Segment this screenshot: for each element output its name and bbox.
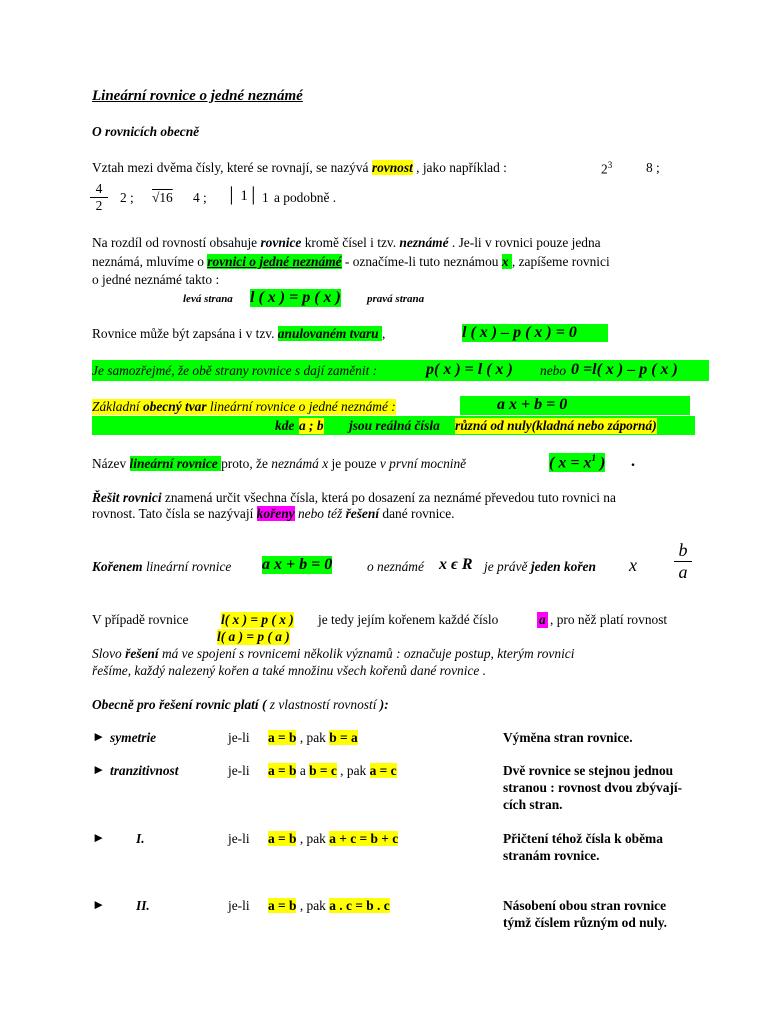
highlight-condition: a = b xyxy=(268,898,297,913)
property-name: symetrie xyxy=(110,730,157,745)
abs-1: │ 1│ xyxy=(226,188,259,204)
highlight-result: a . c = b . c xyxy=(329,898,390,913)
property-description: Násobení obou stran rovnice xyxy=(503,898,667,913)
highlight-lin: lineární rovnice xyxy=(129,456,222,471)
highlight-result: a + c = b + c xyxy=(329,831,399,846)
p9-text-2: , pro něž platí rovnost xyxy=(550,612,668,627)
highlight-a: a xyxy=(539,612,546,627)
label-je-li: je-li xyxy=(228,763,250,778)
equation-root: a x + b = 0 xyxy=(262,556,333,573)
highlight-x: x xyxy=(501,254,512,269)
p2-line2: neznámá, mluvíme o rovnici o jedné neznámé - označíme-li tuto neznámou x , zapíšeme rovnici xyxy=(92,254,610,269)
property-description: Výměna stran rovnice. xyxy=(503,730,633,745)
label-nebo: nebo xyxy=(540,363,567,378)
props-heading: Obecně pro řešení rovnic platí ( z vlastností rovností ): xyxy=(92,697,389,712)
p5-line1: Základní obecný tvar lineární rovnice o jedné neznámé : xyxy=(92,399,396,414)
p7-line2: rovnost. Tato čísla se nazývají kořeny nebo též řešení dané rovnice. xyxy=(92,506,455,521)
example-2: 2 ; xyxy=(120,190,134,205)
p10-line1: Slovo řešení má ve spojení s rovnicemi několik významů : označuje postup, kterým rovnici xyxy=(92,646,575,661)
property-name: I. xyxy=(136,831,145,846)
property-condition: a = b , pak a . c = b . c xyxy=(268,898,390,913)
arrow-icon: ► xyxy=(92,897,106,912)
label-kde: kde xyxy=(275,418,295,433)
highlight-ab: a ; b xyxy=(299,418,324,433)
arrow-icon: ► xyxy=(92,762,106,777)
highlight-condition: a = b xyxy=(268,831,297,846)
property-description: cích stran. xyxy=(503,797,563,812)
arrow-icon: ► xyxy=(92,729,106,744)
property-description: Dvě rovnice se stejnou jednou xyxy=(503,763,674,778)
fraction-b-a: $\frac{b}{a}$ xyxy=(674,540,692,583)
example-result: 8 ; xyxy=(646,160,660,175)
podobne: a podobně . xyxy=(274,190,337,205)
equation-l-p: l ( x ) = p ( x ) xyxy=(250,289,341,306)
example-4: 4 ; xyxy=(193,190,207,205)
p4-text: Je samozřejmé, že obě strany rovnice s dají zaměnit : xyxy=(92,363,378,378)
highlight-anul: anulovaném tvaru xyxy=(277,326,382,341)
equation-anul: l ( x ) – p ( x ) = 0 xyxy=(462,324,608,342)
p10-line2: řešíme, každý nalezený kořen a také množinu všech kořenů dané rovnice . xyxy=(92,663,487,678)
property-description: stranou : rovnost dvou zbývají- xyxy=(503,780,683,795)
label-prava-strana: pravá strana xyxy=(367,293,425,305)
label-je-li: je-li xyxy=(228,730,250,745)
property-description: stranám rovnice. xyxy=(503,848,600,863)
period: . xyxy=(631,453,635,470)
fraction-4-2: $\frac{4}{2}$ xyxy=(90,181,108,214)
page-title: Lineární rovnice o jedné neznámé xyxy=(92,88,303,104)
p2-line1: Na rozdíl od rovností obsahuje rovnice kromě čísel i tzv. neznámé . Je-li v rovnici pouze jedna xyxy=(92,235,601,250)
property-name: II. xyxy=(136,898,150,913)
highlight-ruzna: různá od nuly(kladná nebo záporná) xyxy=(455,418,657,433)
p1-line1: Vztah mezi dvěma čísly, které se rovnají, se nazývá rovnost , jako například : xyxy=(92,160,507,175)
p8-line: Kořenem lineární rovnice xyxy=(92,559,232,574)
sqrt-16: √16 xyxy=(152,190,173,205)
equation-l-a-p-a: l( a ) = p ( a ) xyxy=(217,629,290,644)
equation-swap-2: 0 =l( x ) – p ( x ) xyxy=(571,361,678,378)
p9-label: V případě rovnice xyxy=(92,612,189,627)
highlight-result: b = c xyxy=(309,763,337,778)
equation-power-1: ( $x = x^1$ ) xyxy=(549,453,606,472)
label-o-nezname: o neznámé xyxy=(367,559,424,574)
property-condition: a = b a b = c , pak a = c xyxy=(268,763,397,778)
label-leva-strana: levá strana xyxy=(183,293,233,305)
property-condition: a = b , pak b = a xyxy=(268,730,358,745)
section-heading: O rovnicích obecně xyxy=(92,124,200,139)
equation-l-p-2: l( x ) = p ( x ) xyxy=(221,612,294,627)
property-condition: a = b , pak a + c = b + c xyxy=(268,831,399,846)
equation-general-form: a x + b = 0 xyxy=(497,396,568,413)
property-description: týmž číslem různým od nuly. xyxy=(503,915,668,930)
variable-x: x xyxy=(629,555,637,575)
green-band-p5a xyxy=(460,396,690,415)
label-je-prave: je právě jeden kořen xyxy=(484,559,596,574)
p9-text: je tedy jejím kořenem každé číslo xyxy=(318,612,499,627)
p7-line1: Řešit rovnici znamená určit všechna čísla, která po dosazení za neznámé převedou tuto rovnici na xyxy=(92,490,616,505)
highlight-result-2: a = c xyxy=(369,763,397,778)
arrow-icon: ► xyxy=(92,830,106,845)
label-je-li: je-li xyxy=(228,831,250,846)
p3-line: Rovnice může být zapsána i v tzv. anulovaném tvaru , xyxy=(92,326,386,341)
equation-swap-1: p( x ) = l ( x ) xyxy=(426,361,513,378)
property-name: tranzitivnost xyxy=(110,763,179,778)
highlight-condition: a = b xyxy=(268,763,297,778)
highlight-rovnost: rovnost xyxy=(371,160,413,175)
label-je-li: je-li xyxy=(228,898,250,913)
p6-line: Název lineární rovnice proto, že neznámá x je pouze v první mocnině xyxy=(92,456,467,471)
highlight-result: b = a xyxy=(329,730,358,745)
x-in-R: x ϵ R xyxy=(439,556,473,573)
property-description: Přičtení téhož čísla k oběma xyxy=(503,831,663,846)
example-power: $2^3$ xyxy=(601,160,613,177)
highlight-condition: a = b xyxy=(268,730,297,745)
p2-line3: o jedné neznámé takto : xyxy=(92,272,220,287)
example-1: 1 xyxy=(262,190,269,205)
label-real: jsou reálná čísla xyxy=(349,418,440,433)
highlight-rojn: rovnici o jedné neznámé xyxy=(207,254,342,269)
highlight-koreny: kořeny xyxy=(256,506,295,521)
